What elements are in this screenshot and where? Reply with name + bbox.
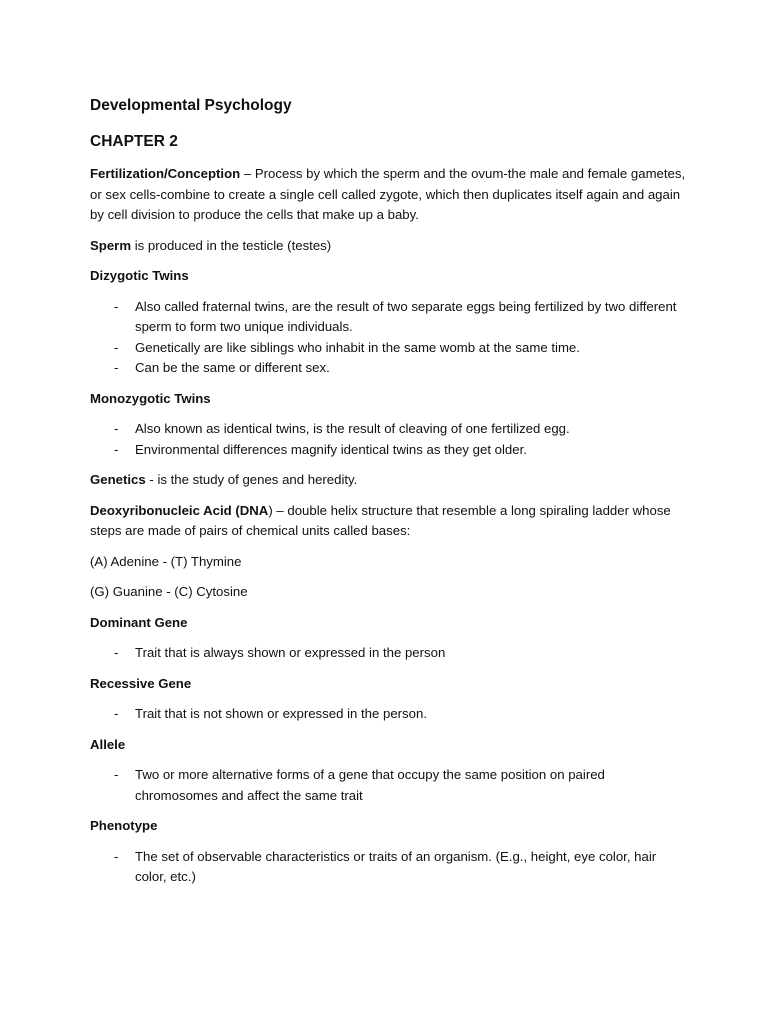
genetics-paragraph [90,470,690,491]
phenotype-list [90,847,690,888]
list-item-text: Trait that is always shown or expressed in the person [135,645,446,660]
list-item [90,847,690,888]
phenotype-heading: Phenotype [90,818,158,833]
dna-paragraph [90,501,690,542]
list-item-text: Two or more alternative forms of a gene that occupy the same position on paired chromosomes and affect the same trait [135,767,605,803]
dash-bullet: - [114,767,119,782]
dash-bullet: - [114,339,119,355]
fertilization-paragraph [90,164,690,226]
recessive-heading: Recessive Gene [90,675,192,691]
list-item-text: Can be the same or different sex. [135,360,330,375]
dash-bullet: - [114,645,119,660]
list-item [90,338,690,359]
allele-heading: Allele [90,736,126,752]
dna-definition: ) – double helix structure that resemble a long spiraling ladder whose steps are made of pairs of chemical units called bases: [90,502,671,538]
list-item [90,704,690,725]
list-item-text: Trait that is not shown or expressed in the person. [135,706,427,721]
monozygotic-heading: Monozygotic Twins [90,390,211,406]
document-content [90,96,690,898]
sperm-definition: is produced in the testicle (testes) [131,237,332,253]
dash-bullet: - [114,360,119,375]
list-item [90,765,690,806]
base-pair-line: (A) Adenine - (T) Thymine [90,553,242,569]
dizygotic-heading: Dizygotic Twins [90,268,189,283]
dash-bullet: - [114,706,119,721]
fertilization-definition: – Process by which the sperm and the ovum-the male and female gametes, or sex cells-combine to create a single cell called zygote, which then duplicates itself again and again by cell division to produce the cells that make up a baby. [90,166,686,222]
list-item [90,297,690,338]
dash-bullet: - [114,298,119,314]
document-title: Developmental Psychology [90,97,292,114]
dash-bullet: - [114,421,119,436]
dash-bullet: - [114,848,119,864]
monozygotic-list [90,419,690,460]
dominant-heading: Dominant Gene [90,614,188,630]
list-item-text: Environmental differences magnify identical twins as they get older. [135,441,527,457]
list-item-text: Genetically are like siblings who inhabit in the same womb at the same time. [135,339,580,355]
list-item-text: Also known as identical twins, is the result of cleaving of one fertilized egg. [135,421,570,436]
list-item [90,440,690,461]
genetics-term: Genetics [90,472,146,487]
list-item [90,643,690,664]
genetics-definition: - is the study of genes and heredity. [145,472,358,487]
dna-term: Deoxyribonucleic Acid (DNA [90,502,269,518]
list-item-text: Also called fraternal twins, are the result of two separate eggs being fertilized by two different sperm to form two unique individuals. [135,298,677,334]
sperm-paragraph [90,236,690,257]
allele-list [90,765,690,806]
list-item-text: The set of observable characteristics or traits of an organism. (E.g., height, eye color, hair color, etc.) [135,848,657,884]
list-item [90,419,690,440]
sperm-term: Sperm [90,237,132,253]
dizygotic-list [90,297,690,379]
chapter-heading: CHAPTER 2 [90,133,178,150]
dominant-list [90,643,690,664]
fertilization-term: Fertilization/Conception [90,166,241,181]
base-pair-line: (G) Guanine - (C) Cytosine [90,584,248,599]
list-item [90,358,690,379]
dash-bullet: - [114,441,119,457]
recessive-list [90,704,690,725]
